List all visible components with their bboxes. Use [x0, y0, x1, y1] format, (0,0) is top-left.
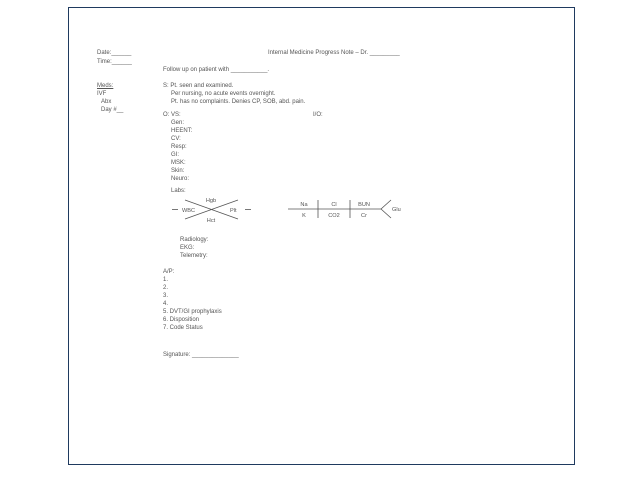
bmp-na: Na [300, 202, 308, 208]
intake-output-label: I/O: [313, 112, 323, 118]
study-item: Telemetry: [180, 253, 208, 259]
bmp-glu: Glu [392, 207, 401, 213]
cbc-hgb: Hgb [205, 198, 217, 204]
exam-item: Neuro: [171, 176, 190, 182]
plan-item: 2. [163, 285, 169, 291]
bmp-co2: CO2 [328, 213, 340, 219]
subjective-line: Per nursing, no acute events overnight. [171, 91, 276, 97]
plan-item: 4. [163, 301, 169, 307]
exam-item: GI: [171, 152, 180, 158]
plan-item: 5. DVT/GI prophylaxis [163, 309, 222, 315]
study-item: Radiology: [180, 237, 209, 243]
labs-heading: Labs: [171, 188, 186, 194]
page-frame [68, 7, 575, 465]
bmp-fishbone [288, 196, 408, 222]
follow-up-line: Follow up on patient with ___________. [163, 67, 270, 73]
plan-item: 3. [163, 293, 169, 299]
exam-item: Gen: [171, 120, 185, 126]
bmp-cl: Cl [331, 202, 337, 208]
cbc-plt: Plt [230, 208, 237, 214]
exam-item: CV: [171, 136, 181, 142]
page-title: Internal Medicine Progress Note – Dr. _________ [268, 50, 400, 56]
bmp-k: K [302, 213, 306, 219]
subjective-line: Pt. has no complaints. Denies CP, SOB, abd. pain. [171, 99, 306, 105]
bmp-glucose-line [381, 209, 391, 218]
med-item: Day #__ [101, 107, 124, 113]
exam-item: MSK: [171, 160, 186, 166]
exam-item: Resp: [171, 144, 187, 150]
plan-item: 7. Code Status [163, 325, 203, 331]
assessment-plan-heading: A/P: [163, 269, 175, 275]
bmp-bun: BUN [358, 202, 370, 208]
cbc-wbc: WBC [182, 208, 196, 214]
bmp-glucose-line [381, 200, 391, 209]
exam-item: HEENT: [171, 128, 193, 134]
med-item: IVF [97, 91, 107, 97]
med-item: Abx [101, 99, 112, 105]
plan-item: 6. Disposition [163, 317, 200, 323]
exam-item: Skin: [171, 168, 185, 174]
vital-signs-label: O: VS: [163, 112, 181, 118]
cbc-hct: Hct [206, 218, 216, 224]
study-item: EKG: [180, 245, 195, 251]
meds-heading: Meds: [97, 83, 114, 89]
date-field: Date:______ [97, 50, 132, 56]
bmp-cr: Cr [361, 213, 367, 219]
plan-item: 1. [163, 277, 169, 283]
subjective-line: S: Pt. seen and examined. [163, 83, 234, 89]
cbc-fishbone [172, 194, 262, 224]
signature-line: Signature: ______________ [163, 352, 239, 358]
time-field: Time:______ [97, 59, 132, 65]
